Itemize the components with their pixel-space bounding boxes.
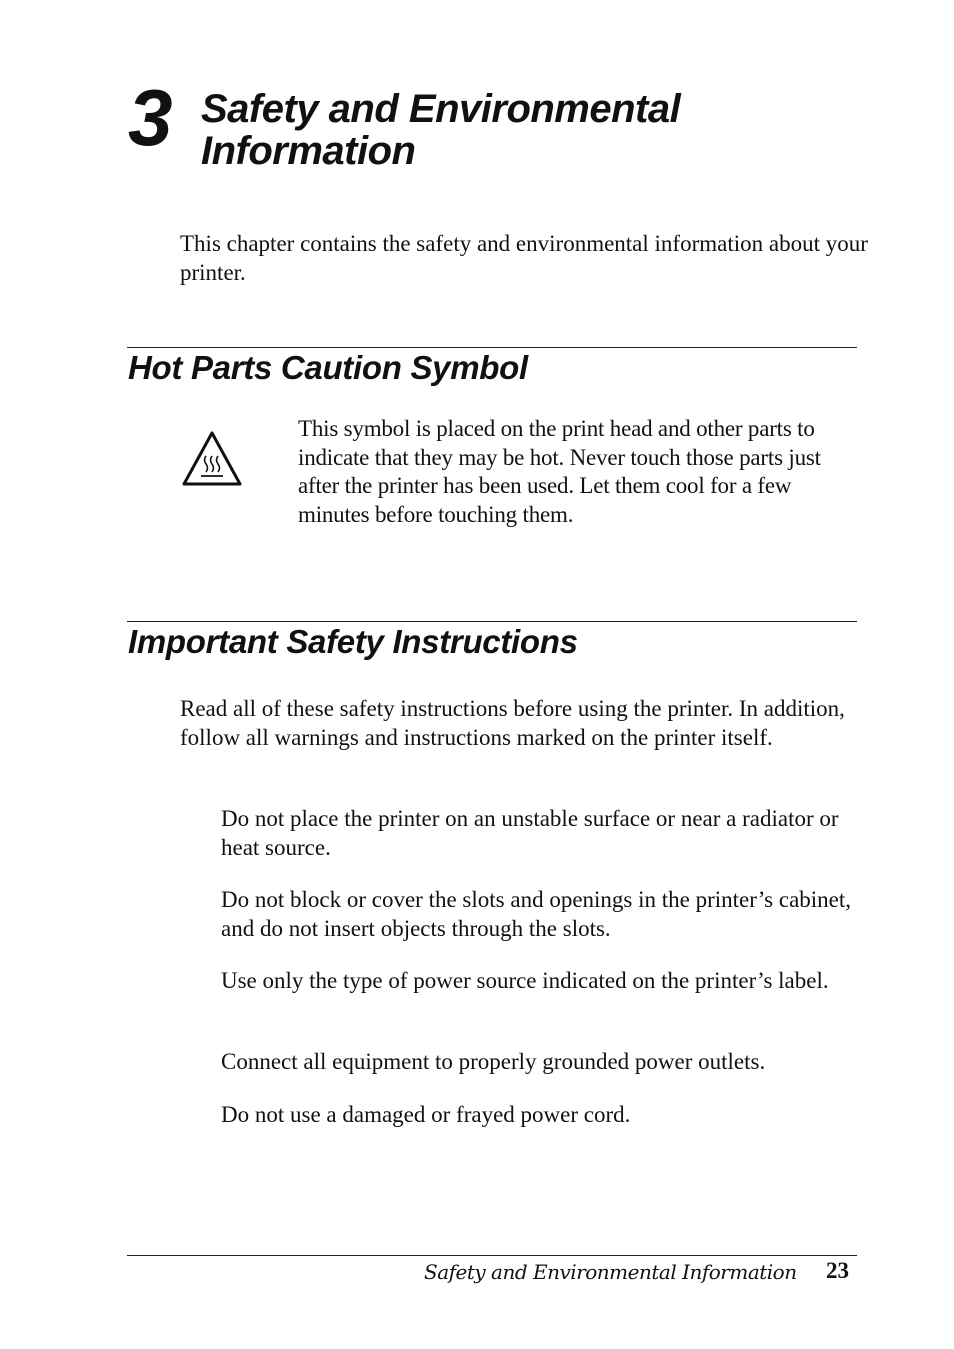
section-divider	[127, 621, 857, 622]
list-item: Do not block or cover the slots and openings in the printer’s cabinet, and do not insert objects through the slots.	[221, 887, 852, 941]
list-item: Connect all equipment to properly grounded power outlets.	[221, 1049, 766, 1074]
footer-title: Safety and Environmental Information	[424, 1260, 797, 1284]
chapter-title: Safety and Environmental Information	[201, 87, 681, 173]
safety-intro: Read all of these safety instructions before using the printer. In addition, follow all warnings and instructions marked on the printer itself.	[180, 696, 845, 750]
chapter-number: 3	[128, 73, 171, 162]
safety-heading: Important Safety Instructions	[128, 623, 578, 660]
hot-surface-warning-icon	[181, 430, 243, 488]
list-item: Do not use a damaged or frayed power cord.	[221, 1102, 631, 1127]
list-item: Do not place the printer on an unstable surface or near a radiator or heat source.	[221, 806, 839, 860]
list-item: Use only the type of power source indicated on the printer’s label.	[221, 968, 829, 993]
hot-parts-heading: Hot Parts Caution Symbol	[128, 349, 528, 386]
footer-divider	[127, 1255, 857, 1256]
section-divider	[127, 347, 857, 348]
hot-parts-description: This symbol is placed on the print head and other parts to indicate that they may be hot. Never touch those parts just after the printer has been used. Let them cool for a few minutes before touching them.	[298, 416, 821, 527]
chapter-intro: This chapter contains the safety and environmental information about your printer.	[180, 231, 868, 285]
page-number: 23	[826, 1258, 849, 1283]
